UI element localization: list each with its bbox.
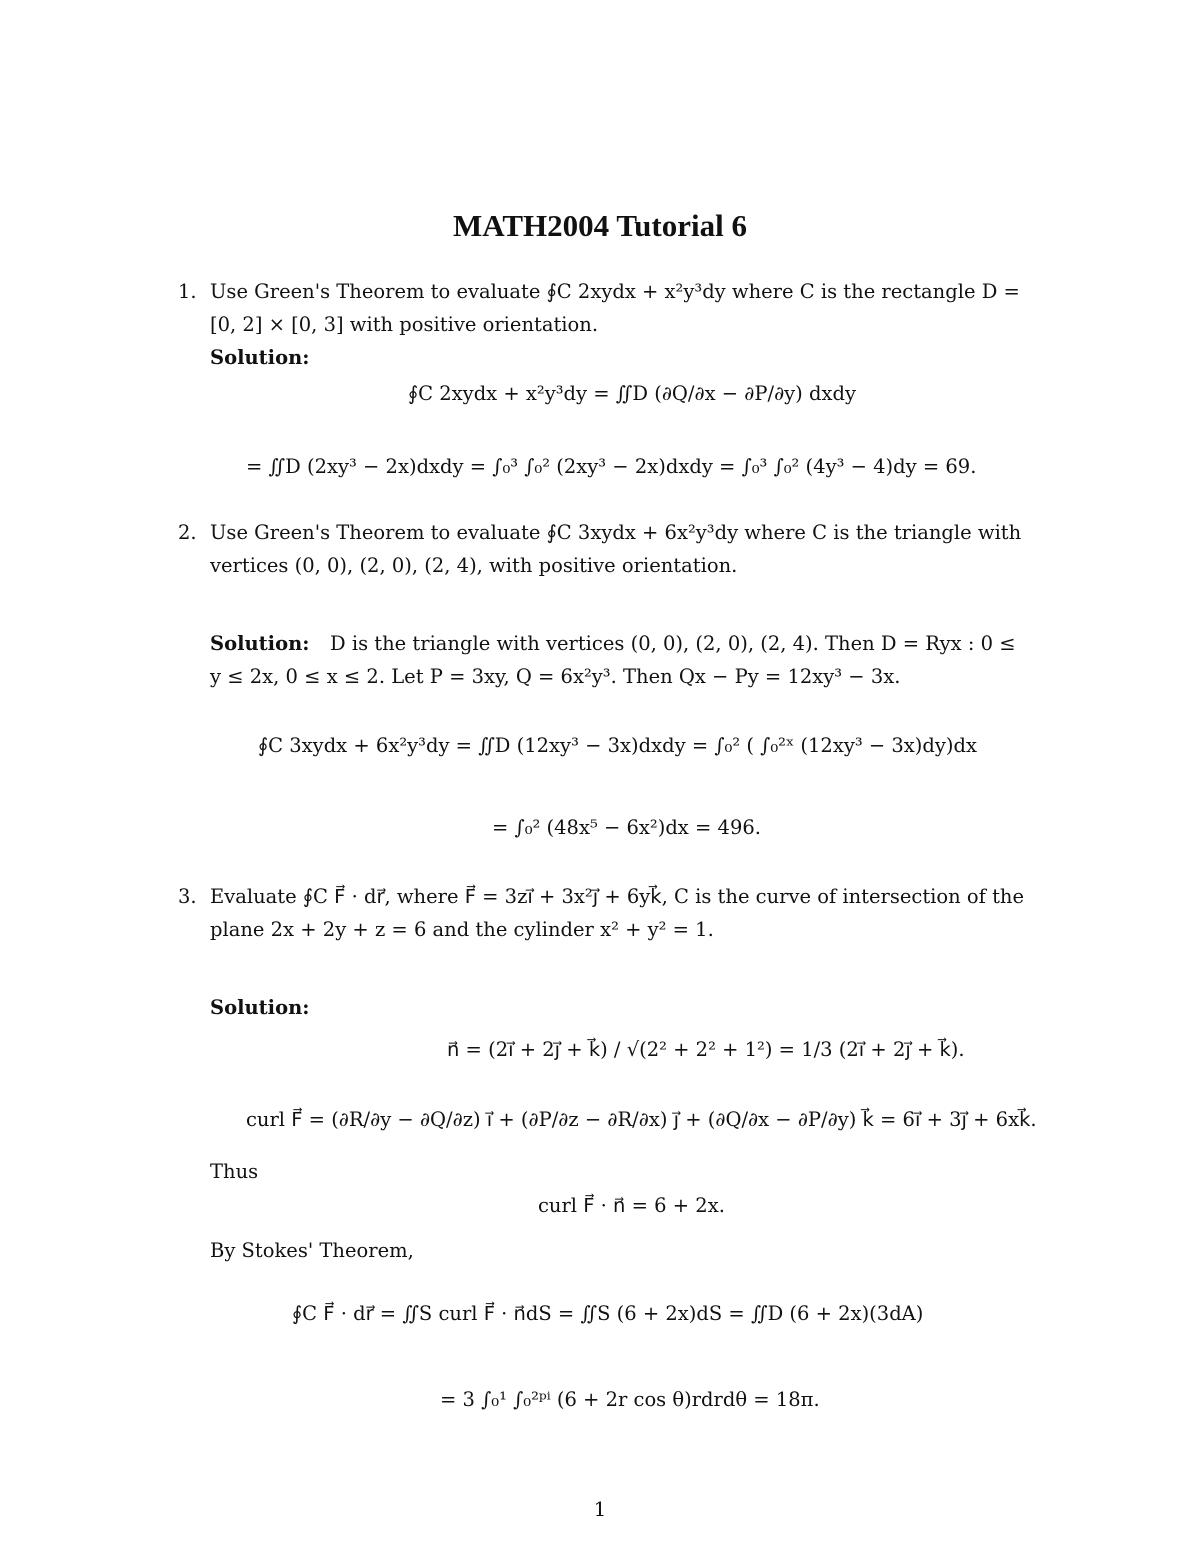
problem-2-statement-line1: Use Green's Theorem to evaluate ∮C 3xydx + 6x²y³dy where C is the triangle with [210,521,1022,544]
problem-1-equation-2: = ∬D (2xy³ − 2x)dxdy = ∫₀³ ∫₀² (2xy³ − 2x)dxdy = ∫₀³ ∫₀² (4y³ − 4)dy = 69. [246,455,977,478]
problem-3-number: 3. [178,885,197,908]
problem-3-final-equation-1: ∮C F⃗ · dr⃗ = ∬S curl F⃗ · n⃗dS = ∬S (6 + 2x)dS = ∬D (6 + 2x)(3dA) [292,1302,924,1325]
problem-2-number: 2. [178,521,197,544]
problem-3-stokes-text: By Stokes' Theorem, [210,1239,414,1262]
problem-1-statement-line1: Use Green's Theorem to evaluate ∮C 2xydx + x²y³dy where C is the rectangle D = [210,280,1020,303]
problem-2-solution-line1: D is the triangle with vertices (0, 0), (2, 0), (2, 4). Then D = Ryx : 0 ≤ [330,632,1016,655]
problem-2-equation-2: = ∫₀² (48x⁵ − 6x²)dx = 496. [492,816,761,839]
problem-3-curl-equation: curl F⃗ = (∂R/∂y − ∂Q/∂z) i⃗ + (∂P/∂z − ∂R/∂x) j⃗ + (∂Q/∂x − ∂P/∂y) k⃗ = 6i⃗ + 3j⃗ + 6xk⃗. [246,1108,1037,1131]
problem-1-number: 1. [178,280,197,303]
problem-2-statement-line2: vertices (0, 0), (2, 0), (2, 4), with positive orientation. [210,554,738,577]
problem-2-equation-1: ∮C 3xydx + 6x²y³dy = ∬D (12xy³ − 3x)dxdy = ∫₀² ( ∫₀²ˣ (12xy³ − 3x)dy)dx [258,734,977,757]
problem-3-statement-line1: Evaluate ∮C F⃗ · dr⃗, where F⃗ = 3zi⃗ + 3x²j⃗ + 6yk⃗, C is the curve of intersection of the [210,885,1025,908]
page-title: MATH2004 Tutorial 6 [453,208,747,243]
problem-3-normal-vector: n⃗ = (2i⃗ + 2j⃗ + k⃗) / √(2² + 2² + 1²) = 1/3 (2i⃗ + 2j⃗ + k⃗). [447,1038,965,1061]
problem-2-solution-line2: y ≤ 2x, 0 ≤ x ≤ 2. Let P = 3xy, Q = 6x²y³. Then Qx − Py = 12xy³ − 3x. [210,665,901,688]
problem-3-final-equation-2: = 3 ∫₀¹ ∫₀²ᵖⁱ (6 + 2r cos θ)rdrdθ = 18π. [440,1388,820,1411]
problem-3-dot-product: curl F⃗ · n⃗ = 6 + 2x. [538,1194,725,1217]
problem-1-solution-label: Solution: [210,346,310,369]
problem-1-equation-1: ∮C 2xydx + x²y³dy = ∬D (∂Q/∂x − ∂P/∂y) dxdy [408,382,856,405]
problem-3-statement-line2: plane 2x + 2y + z = 6 and the cylinder x² + y² = 1. [210,918,714,941]
problem-2-solution-label: Solution: [210,632,310,655]
problem-3-thus: Thus [210,1160,259,1183]
page-number: 1 [593,1497,607,1521]
problem-3-solution-label: Solution: [210,996,310,1019]
problem-1-statement-line2: [0, 2] × [0, 3] with positive orientation. [210,313,599,336]
